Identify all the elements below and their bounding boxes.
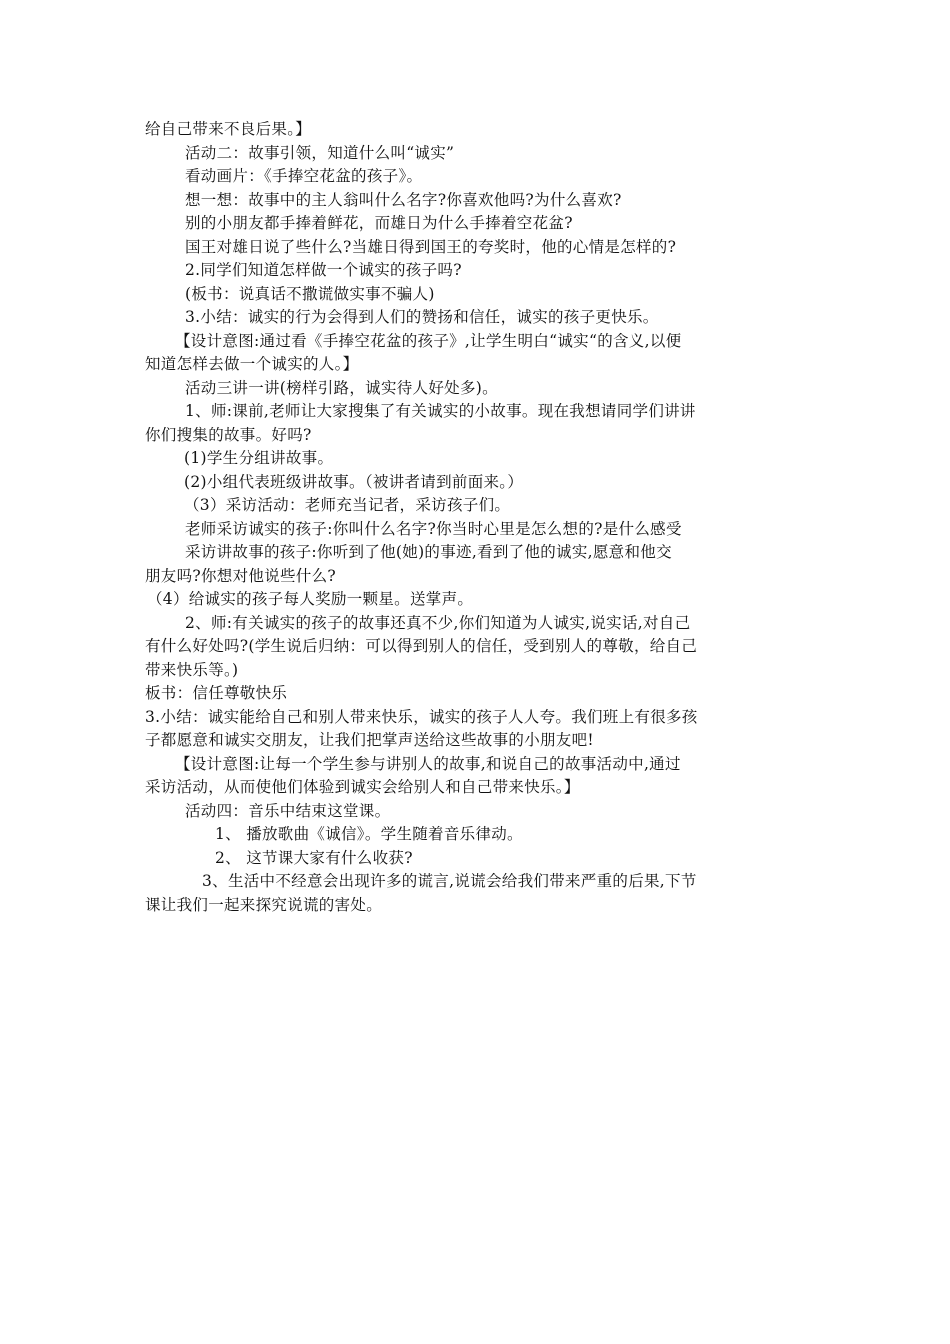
lesson-plan-text [145,118,810,917]
text-line: 子都愿意和诚实交朋友，让我们把掌声送给这些故事的小朋友吧! [145,731,594,749]
text-line: （3）采访活动：老师充当记者，采访孩子们。 [184,496,511,514]
text-line: 想一想：故事中的主人翁叫什么名字?你喜欢他吗?为什么喜欢? [185,190,622,209]
text-line: 老师采访诚实的孩子:你叫什么名字?你当时心里是怎么想的?是什么感受 [185,519,682,538]
text-line: (2)小组代表班级讲故事。（被讲者请到前面来。） [184,472,524,491]
text-line: 课让我们一起来探究说谎的害处。 [145,895,383,914]
text-line: 采访讲故事的孩子:你听到了他(她)的事迹,看到了他的诚实,愿意和他交 [185,543,672,561]
text-line: 2、师:有关诚实的孩子的故事还真不少,你们知道为人诚实,说实话,对自己 [185,613,691,632]
text-line: 1、师:课前,老师让大家搜集了有关诚实的小故事。现在我想请同学们讲讲 [185,402,696,420]
text-line: 看动画片：《手捧空花盆的孩子》。 [185,167,423,185]
text-line: 别的小朋友都手捧着鲜花，而雄日为什么手捧着空花盆? [185,214,573,232]
text-line: 你们搜集的故事。好吗? [145,425,312,444]
text-line: 活动三讲一讲(榜样引路，诚实待人好处多)。 [185,378,498,397]
text-line: 给自己带来不良后果。】 [145,120,312,138]
text-line: 2.同学们知道怎样做一个诚实的孩子吗? [185,261,462,279]
text-line: 有什么好处吗?(学生说后归纳：可以得到别人的信任，受到别人的尊敬，给自己 [145,637,698,655]
design-intent-line: 【设计意图:让每一个学生参与讲别人的故事,和说自己的故事活动中,通过 [175,754,681,773]
design-intent-line: 采访活动，从而使他们体验到诚实会给别人和自己带来快乐。】 [145,778,580,796]
text-line: 2、 这节课大家有什么收获? [215,848,413,867]
text-line: 带来快乐等。) [145,660,239,679]
text-line: 朋友吗?你想对他说些什么? [145,566,337,585]
text-line: 3.小结：诚实能给自己和别人带来快乐，诚实的孩子人人夸。我们班上有很多孩 [145,707,698,726]
blackboard-line: 板书：信任尊敬快乐 [145,684,288,702]
text-line: 活动二：故事引领，知道什么叫“诚实” [185,143,455,162]
text-line: 活动四：音乐中结束这堂课。 [185,801,391,820]
text-line: (板书：说真话不撒谎做实事不骗人) [185,284,435,303]
design-intent-line: 知道怎样去做一个诚实的人。】 [145,355,359,373]
text-line: 1、 播放歌曲《诚信》。学生随着音乐律动。 [215,825,523,843]
text-line: (1)学生分组讲故事。 [184,449,334,467]
text-line: 3、生活中不经意会出现许多的谎言,说谎会给我们带来严重的后果,下节 [202,872,697,890]
text-line: 国王对雄日说了些什么?当雄日得到国王的夸奖时，他的心情是怎样的? [185,237,677,256]
design-intent-line: 【设计意图:通过看《手捧空花盆的孩子》,让学生明白“诚实“的含义,以便 [175,331,682,350]
text-line: 3.小结：诚实的行为会得到人们的赞扬和信任，诚实的孩子更快乐。 [185,308,659,326]
text-line: （4）给诚实的孩子每人奖励一颗星。送掌声。 [147,590,474,608]
